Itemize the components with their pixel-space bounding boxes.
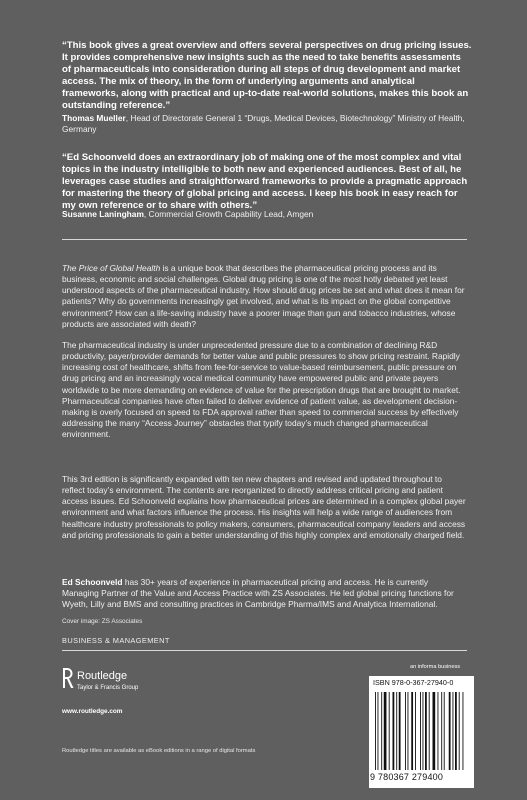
barcode-digits: 9 780367 279400 [370,772,444,782]
barcode-bar [429,692,430,770]
book-title-inline: The Price of Global Health [62,263,161,273]
publisher-group: Taylor & Francis Group [77,685,139,691]
barcode-bar [444,692,445,770]
quote-2-author: Susanne Laningham [62,209,144,219]
quote-2-attribution [62,209,472,220]
informa-tagline: an informa business [410,664,461,670]
quote-1-role: , Head of Directorate General 1 “Drugs, Medical Devices, Biotechnology” Ministry of Health, Germany [62,113,465,134]
ebook-note: Routledge titles are available as eBook editions in a range of digital formats [62,748,256,754]
quote-1-text: “This book gives a great overview and offers several perspectives on drug pricing issues. It provides comprehensive new insights such as the need to take benefits assessments of pharmaceuticals into consideration during all steps of drug development and market access. The mix of theory, in the form of underlying arguments and analytical frameworks, along with practical and up-to-date real-world solutions, makes this book an outstanding reference.” [62,40,472,112]
publisher-name: Routledge [77,670,128,682]
barcode-bar [449,692,451,770]
barcode-bar [381,692,382,770]
isbn-text: ISBN 978-0-367-27940-0 [373,678,454,687]
category-label: BUSINESS & MANAGEMENT [62,636,170,645]
cover-credit: Cover image: ZS Associates [62,618,143,625]
quote-1-author: Thomas Mueller [62,113,126,123]
author-name: Ed Schoonveld [62,577,123,587]
barcode-image [375,692,468,770]
category-divider [62,650,467,651]
barcode-bar [425,692,427,770]
divider [62,239,467,240]
barcode-bar [399,692,401,770]
barcode-bar [405,692,406,770]
barcode-bar [463,692,464,770]
author-bio [62,577,467,610]
barcode-bar [415,692,416,770]
quote-1-attribution [62,113,472,135]
barcode-bar [393,692,395,770]
barcode-bar [459,692,460,770]
routledge-logo [62,667,182,707]
quote-2-role: , Commercial Growth Capability Lead, Amgen [143,209,314,219]
description-paragraph-3: This 3rd edition is significantly expanded with ten new chapters and revised and updated throughout to reflect today’s environment. The contents are reorganized to directly address critical pricing and patient access issues. Ed Schoonveld explains how pharmaceutical prices are determined in a complex global payer environment and what factors influence the process. His insights will help a wide range of audiences from healthcare industry professionals to policy makers, consumers, pharmaceutical company leaders and access and pricing professionals to gain a better understanding of this highly complex and emotionally charged field. [62,474,466,540]
quote-2-text: “Ed Schoonveld does an extraordinary job of making one of the most complex and vital topics in the industry intelligible to both new and experienced audiences. Best of all, he leverages case studies and straightforward frameworks to provide a pragmatic approach for mastering the theory of global pricing and access. I keep his book in easy reach for my own reference or to share with others.” [62,152,468,212]
barcode-bar [384,692,387,770]
description-paragraph-2: The pharmaceutical industry is under unprecedented pressure due to a combination of declining R&D productivity, payer/provider demands for better value and public pressures to show pricing restraint. Rapidly increasing cost of healthcare, shifts from fee-for-service to value-based reimbursement, public pressure on drug pricing and an increasingly vocal medical community have empowered public and private payers worldwide to be more demanding on evidence of value for the prescription drugs that are brought to market. Pharmaceutical companies have often failed to deliver evidence of patient value, as development decision-making is overly focused on speed to FDA approval rather than speed to commercial success by effectively addressing the many “Access Journey” obstacles that typify today’s much changed pharmaceutical environment. [62,340,461,440]
barcode-bar [453,692,454,770]
barcode-bar [420,692,421,770]
author-bio-text: has 30+ years of experience in pharmaceutical pricing and access. He is currently Managing Partner of the Value and Access Practice with ZS Associates. He led global pricing functions for Wyeth, Lilly and BMS and consulting practices in Cambridge Pharma/IMS and Analytica International. [62,577,454,610]
barcode-bar [433,692,436,770]
description-paragraph-1 [62,263,467,330]
barcode-bar [438,692,439,770]
barcode-bar [441,692,442,770]
barcode-bar [408,692,409,770]
barcode-bar [455,692,457,770]
barcode-bar [375,692,376,770]
publisher-url: www.routledge.com [62,708,123,715]
barcode-bar [389,692,390,770]
barcode-bar [378,692,379,770]
barcode-panel [369,676,474,788]
barcode-bar [423,692,424,770]
description-paragraph-1-text: is a unique book that describes the pharmaceutical pricing process and its business, economic and social challenges. Global drug pricing is one of the most hotly debated yet least understood aspects of the pharmaceutical industry. How should drug prices be set and what does it mean for patients? Why do governments increasingly get involved, and what is its impact on the global competitive environment? How can a life-saving industry have a poorer image than gun and tobacco industries, whose products are associated with death? [62,263,465,329]
barcode-bar [396,692,397,770]
routledge-r-icon [62,667,74,689]
barcode-bar [411,692,413,770]
